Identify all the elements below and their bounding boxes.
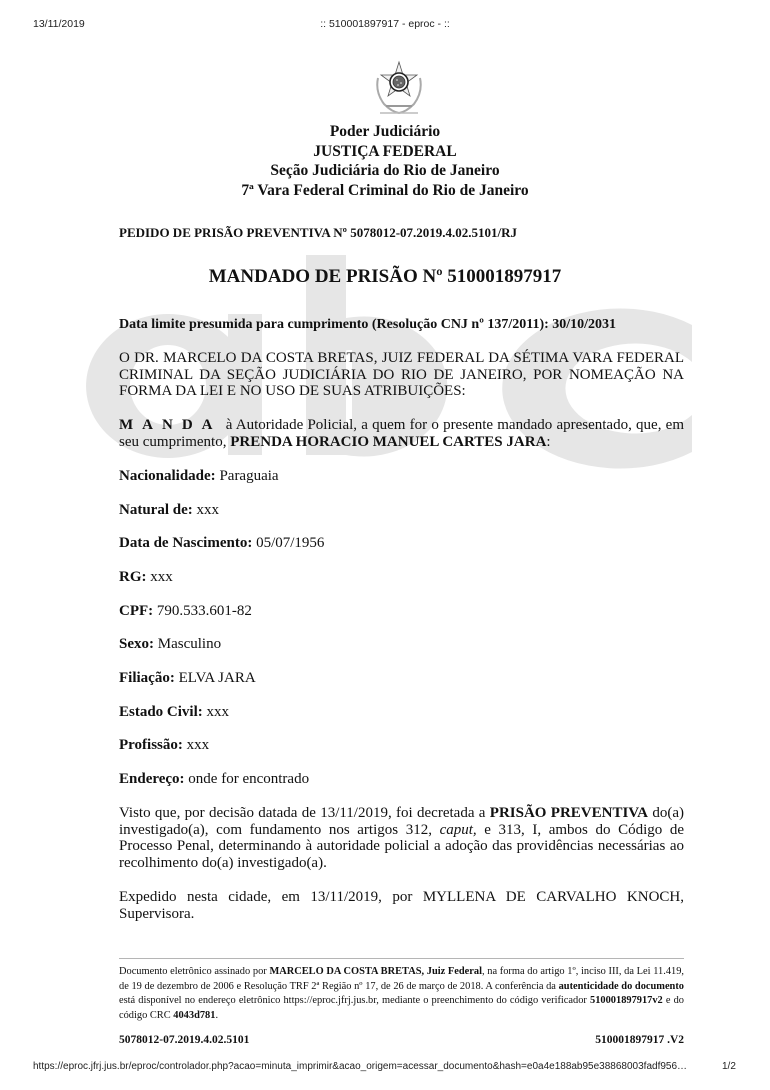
visto-text: e 313, I, ambos do Código de Processo Penal, determinando à autoridade policial a adoção das providências necessárias ao recolhimento do(a) investigado(a). (119, 821, 685, 871)
note-text: , na forma do artigo 1º, inciso III, da Lei 11.419, de 19 de dezembro de 2006 e Resolução TRF 2ª Região nº 17, de 26 de março de 2018. A conferência da (119, 966, 685, 992)
document-footer (119, 1034, 684, 1046)
visto-italic: caput, (439, 821, 477, 838)
field-label: Filiação: (119, 670, 175, 686)
signature-note (119, 965, 684, 1023)
field-label: Natural de: (119, 502, 193, 518)
preamble-paragraph: O DR. MARCELO DA COSTA BRETAS, JUIZ FEDERAL DA SÉTIMA VARA FEDERAL CRIMINAL DA SEÇÃO JUDICIÁRIA DO RIO DE JANEIRO, POR NOMEAÇÃO NA FORMA DA LEI E NO USO DE SUAS ATRIBUIÇÕES: (119, 350, 684, 399)
document-title: MANDADO DE PRISÃO Nº 510001897917 (208, 266, 562, 287)
field-label: Estado Civil: (119, 704, 203, 720)
pedido-reference: PEDIDO DE PRISÃO PREVENTIVA Nº 5078012-07.2019.4.02.5101/RJ (119, 225, 518, 240)
field-sexo (119, 636, 221, 653)
field-label: Endereço: (119, 771, 185, 787)
field-filiacao (119, 670, 256, 687)
institution-heading (0, 122, 770, 200)
field-value: Masculino (154, 636, 222, 652)
field-nacionalidade (119, 468, 279, 485)
note-text: . (215, 1009, 219, 1021)
field-rg (119, 569, 173, 586)
field-value: xxx (146, 569, 173, 585)
process-number: 5078012-07.2019.4.02.5101 (119, 1034, 250, 1046)
visto-paragraph (119, 805, 684, 871)
footer-divider (119, 958, 684, 959)
heading-line-justica: JUSTIÇA FEDERAL (313, 142, 457, 160)
field-profissao (119, 737, 209, 754)
data-limite: Data limite presumida para cumprimento (Resolução CNJ nº 137/2011): 30/10/2031 (119, 317, 617, 332)
field-data-nascimento (119, 535, 324, 552)
crc-code: 4043d781 (173, 1009, 216, 1021)
field-label: Data de Nascimento: (119, 535, 253, 551)
verification-code: 510001897917v2 (590, 995, 663, 1006)
field-value: onde for encontrado (184, 771, 310, 787)
visto-bold: PRISÃO PREVENTIVA (489, 805, 649, 821)
visto-text: do(a) investigado(a), com fundamento nos artigos 312, (119, 805, 684, 838)
field-label: RG: (119, 569, 147, 585)
field-value: 790.533.601-82 (153, 603, 252, 619)
note-bold: MARCELO DA COSTA BRETAS, Juiz Federal (269, 966, 482, 977)
print-page-number: 1/2 (722, 1061, 736, 1072)
field-endereco (119, 771, 309, 788)
field-value: Paraguaia (215, 468, 279, 484)
expedido-paragraph: Expedido nesta cidade, em 13/11/2019, por MYLLENA DE CARVALHO KNOCH, Supervisora. (119, 889, 684, 922)
field-label: CPF: (119, 603, 154, 619)
print-page-title: :: 510001897917 - eproc - :: (320, 18, 450, 30)
print-header (0, 18, 770, 32)
manda-order: PRENDA HORACIO MANUEL CARTES JARA (230, 433, 547, 450)
manda-end: : (546, 433, 551, 450)
field-label: Nacionalidade: (119, 468, 216, 484)
note-text: está disponível no endereço eletrônico https://eproc.jfrj.jus.br, mediante o preenchimento do código verificador (119, 995, 591, 1006)
field-label: Sexo: (119, 636, 154, 652)
note-text: e do código CRC (119, 995, 684, 1021)
field-cpf (119, 603, 252, 620)
document-version: 510001897917 .V2 (595, 1034, 684, 1046)
heading-line-secao: Seção Judiciária do Rio de Janeiro (270, 162, 500, 179)
print-url: https://eproc.jfrj.jus.br/eproc/controlador.php?acao=minuta_imprimir&acao_origem=acessar_documento&hash=e0a4e188ab95e38868003fadf956… (33, 1061, 688, 1072)
visto-text: Visto que, por decisão datada de 13/11/2019, foi decretada a (119, 805, 490, 821)
field-value: xxx (192, 502, 219, 518)
heading-line-vara: 7ª Vara Federal Criminal do Rio de Janeiro (241, 181, 529, 199)
manda-keyword: MANDA (119, 417, 222, 433)
field-value: ELVA JARA (174, 670, 256, 686)
field-natural (119, 502, 219, 519)
field-value: xxx (202, 704, 230, 720)
field-value: 05/07/1956 (252, 535, 325, 551)
field-label: Profissão: (119, 737, 183, 753)
heading-line-poder: Poder Judiciário (329, 123, 441, 140)
manda-paragraph (119, 417, 684, 450)
field-estado-civil (119, 704, 229, 721)
field-value: xxx (182, 737, 210, 753)
brazil-coat-of-arms-icon (372, 58, 426, 120)
manda-text: à Autoridade Policial, a quem for o presente mandado apresentado, que, em seu cumprimento, (119, 417, 684, 450)
note-text: Documento eletrônico assinado por (119, 966, 270, 977)
print-date: 13/11/2019 (33, 18, 85, 30)
note-bold: autenticidade do documento (558, 980, 684, 992)
